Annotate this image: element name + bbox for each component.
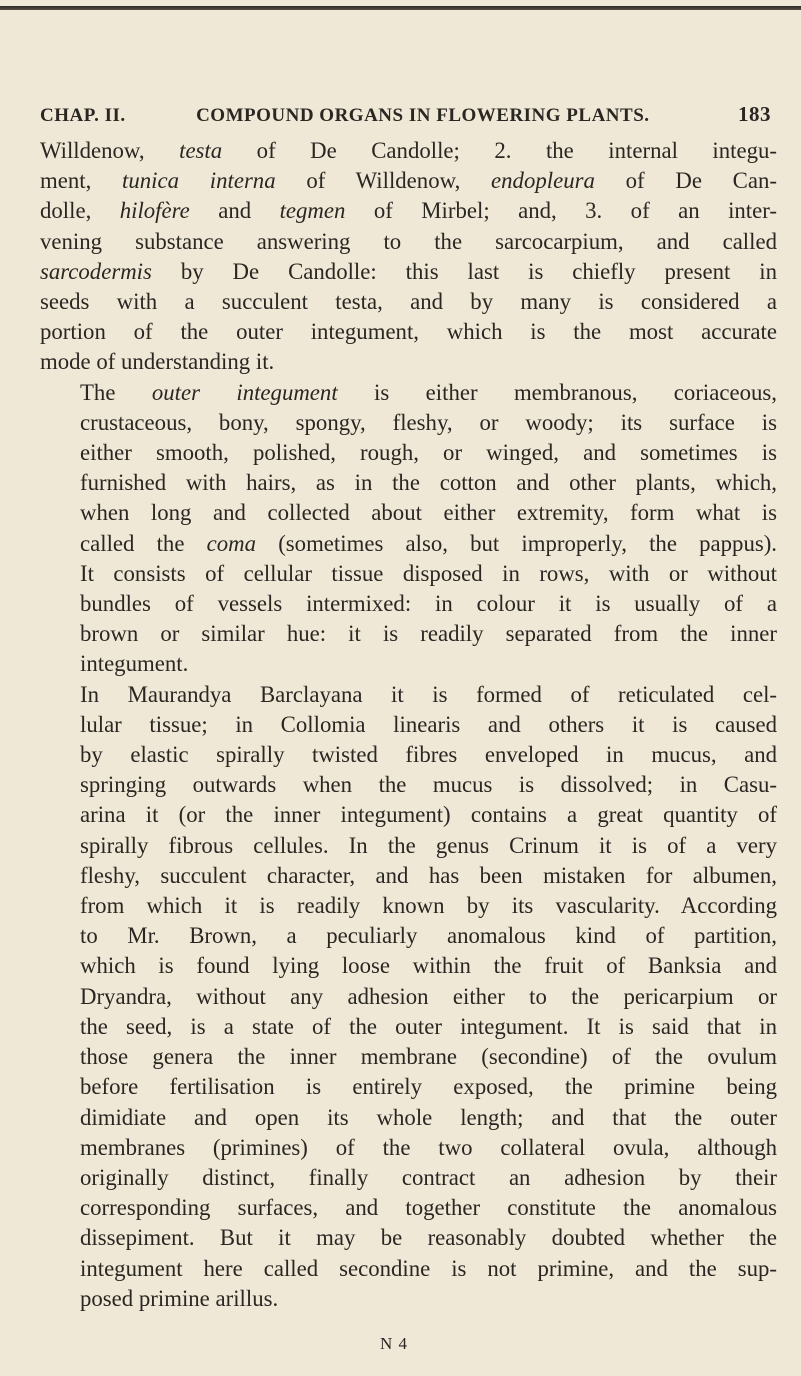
text-line: corresponding surfaces, and together constitute the anomalous (80, 1195, 777, 1221)
text-line: called the coma (sometimes also, but improperly, the pappus). (80, 530, 778, 556)
text-line: arina it (or the inner integument) contains a great quantity of (80, 802, 777, 828)
text-line: integument here called secondine is not primine, and the sup- (80, 1255, 777, 1281)
text-line: dolle, hilofère and tegmen of Mirbel; and, 3. of an inter- (40, 198, 777, 224)
running-head (40, 102, 771, 132)
text-line: when long and collected about either extremity, form what is (80, 500, 777, 526)
text-line: seeds with a succulent testa, and by many is considered a (40, 289, 777, 315)
text-line: mode of understanding it. (40, 349, 275, 375)
page-number: 183 (738, 102, 771, 126)
paragraph (40, 378, 777, 680)
text-line: crustaceous, bony, spongy, fleshy, or woody; its surface is (80, 409, 777, 435)
text-line: ment, tunica interna of Willdenow, endopleura of De Can- (40, 168, 777, 194)
text-line: the seed, is a state of the outer integument. It is said that in (80, 1013, 777, 1039)
text-line: from which it is readily known by its vascularity. According (80, 893, 777, 919)
text-line: bundles of vessels intermixed: in colour it is usually of a (80, 591, 777, 617)
text-line: originally distinct, finally contract an adhesion by their (80, 1164, 777, 1190)
text-line: furnished with hairs, as in the cotton and other plants, which, (80, 470, 777, 496)
paragraph (40, 136, 777, 378)
text-line: dimidiate and open its whole length; and that the outer (80, 1104, 777, 1130)
body-text (40, 136, 777, 1314)
text-line: either smooth, polished, rough, or winged, and sometimes is (80, 440, 777, 466)
text-line: by elastic spirally twisted fibres enveloped in mucus, and (80, 742, 777, 768)
text-line: posed primine arillus. (80, 1285, 279, 1311)
text-line: lular tissue; in Collomia linearis and others it is caused (80, 711, 777, 737)
text-line: those genera the inner membrane (secondine) of the ovulum (80, 1044, 777, 1070)
text-line: springing outwards when the mucus is dissolved; in Casu- (80, 772, 777, 798)
text-line: sarcodermis by De Candolle: this last is chiefly present in (40, 258, 777, 284)
text-line: fleshy, succulent character, and has been mistaken for albumen, (80, 862, 777, 888)
signature-mark: N 4 (380, 1334, 409, 1353)
text-line: The outer integument is either membranous, coriaceous, (80, 379, 777, 405)
chapter-label: CHAP. II. (40, 105, 126, 126)
text-line: membranes (primines) of the two collateral ovula, although (80, 1134, 777, 1160)
top-rule (0, 6, 801, 10)
chapter-title: COMPOUND ORGANS IN FLOWERING PLANTS. (196, 105, 650, 126)
text-line: Willdenow, testa of De Candolle; 2. the internal integu- (40, 138, 777, 163)
text-line: portion of the outer integument, which is the most accurate (40, 319, 777, 345)
text-line: which is found lying loose within the fruit of Banksia and (80, 953, 777, 979)
text-line: It consists of cellular tissue disposed in rows, with or without (80, 560, 777, 586)
text-line: Dryandra, without any adhesion either to the pericarpium or (80, 983, 777, 1009)
text-line: In Maurandya Barclayana it is formed of reticulated cel- (80, 681, 777, 707)
text-line: spirally fibrous cellules. In the genus Crinum it is of a very (80, 832, 777, 858)
text-line: brown or similar hue: it is readily separated from the inner (80, 621, 777, 647)
text-line: integument. (80, 651, 189, 677)
text-line: dissepiment. But it may be reasonably doubted whether the (80, 1225, 777, 1251)
paragraph (40, 680, 777, 1314)
text-line: to Mr. Brown, a peculiarly anomalous kind of partition, (80, 923, 777, 949)
text-line: vening substance answering to the sarcocarpium, and called (40, 228, 777, 254)
text-line: before fertilisation is entirely exposed, the primine being (80, 1074, 777, 1100)
